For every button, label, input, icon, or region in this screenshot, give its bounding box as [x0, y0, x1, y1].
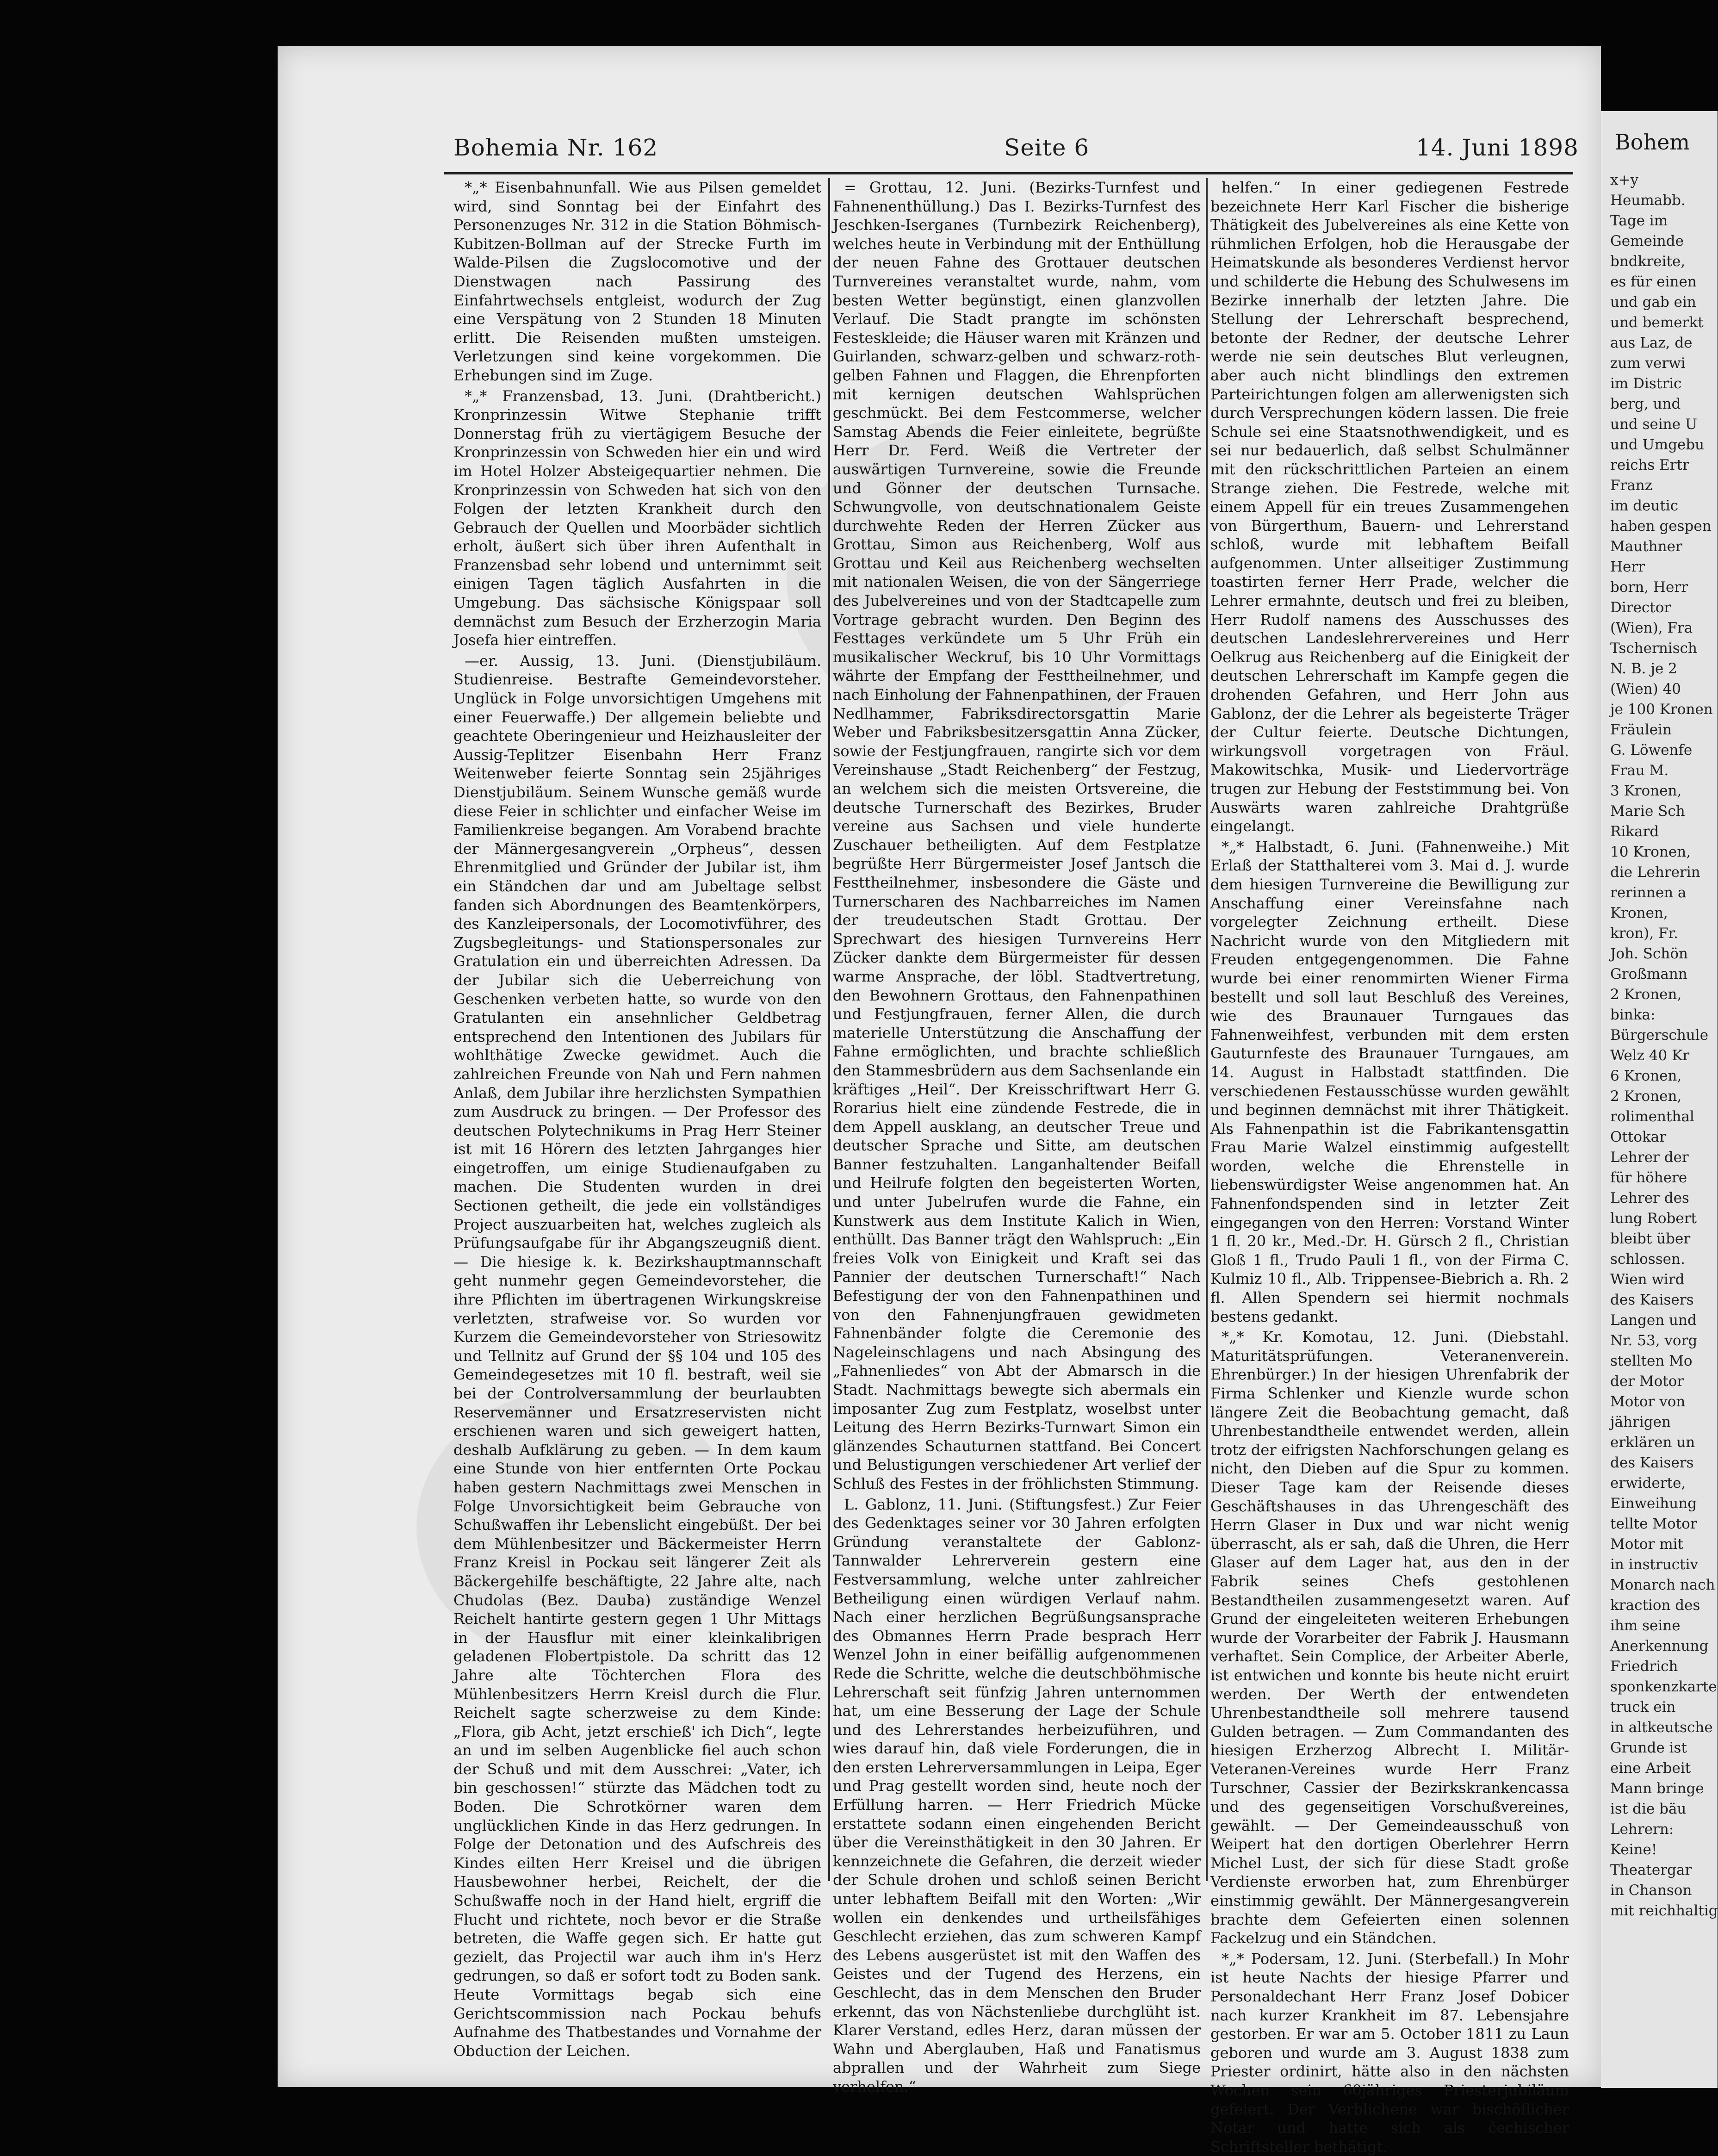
header-rule: [444, 172, 1573, 174]
adjacent-page-text: born, Herr: [1610, 579, 1688, 596]
adjacent-page-text: rolimenthal: [1610, 1108, 1694, 1125]
article-paragraph: = Grottau, 12. Juni. (Bezirks-Turnfest und Fahnenenthüllung.) Das I. Bezirks-Turnfest des Jeschken-Iserganes (Turnbezirk Reichenberg), welches heute in Verbindung mit der Enthüllung der neuen Fahne des Grottauer deutschen Turnvereines veranstaltet wurde, nahm, vom besten Wetter begünstigt, einen glanzvollen Verlauf. Die Stadt prangte im schönsten Festeskleide; die Häuser waren mit Kränzen und Guirlanden, schwarz-gelben und schwarz-roth-gelben Fahnen und Flaggen, die Ehrenpforten mit kernigen deutschen Wahlsprüchen geschmückt. Bei dem Festcommerse, welcher Samstag Abends die Feier einleitete, begrüßte Herr Dr. Ferd. Weiß die Vertreter der auswärtigen Turnvereine, sowie die Freunde und Gönner der deutschen Turnsache. Schwungvolle, von deutschnationalem Geiste durchwehte Reden der Herren Zücker aus Grottau, Simon aus Reichenberg, Wolf aus Grottau und Keil aus Reichenberg wechselten mit nationalen Weisen, die von der Sängerriege des Jubelvereines und von der Stadtcapelle zum Vortrage gebracht wurden. Den Beginn des Festtages verkündete um 5 Uhr Früh ein musikalischer Weckruf, bis 10 Uhr Vormittags währte der Empfang der Festtheilnehmer, und nach Einholung der Fahnenpathinen, der Frauen Nedlhammer, Fabriksdirectorsgattin Marie Weber und Fabriksbesitzersgattin Anna Zücker, sowie der Festjungfrauen, rangirte sich vor dem Vereinshause „Stadt Reichenberg“ der Festzug, an welchem sich die meisten Ortsvereine, die deutsche Turnerschaft des Bezirkes, Bruder vereine aus Sachsen und viele hunderte Zuschauer betheiligten. Auf dem Festplatze begrüßte Herr Bürgermeister Josef Jantsch die Festtheilnehmer, insbesondere die Gäste und Turnerscharen des Nachbarreiches im Namen der treudeutschen Stadt Grottau. Der Sprechwart des hiesigen Turnvereins Herr Zücker dankte dem Bürgermeister für dessen warme Ansprache, der löbl. Stadtvertretung, den Bewohnern Grottaus, den Fahnenpathinen und Festjungfrauen, ferner Allen, die durch materielle Unterstützung die Anschaffung der Fahne ermöglichten, und brachte schließlich den Stammesbrüdern aus dem Sachsenlande ein kräftiges „Heil“. Der Kreisschriftwart Herr G. Rorarius hielt eine zündende Festrede, die in dem Appell ausklang, an deutscher Treue und deutscher Sprache und Sitte, am deutschen Banner festzuhalten. Langanhaltender Beifall und Heilrufe folgten den begeisterten Worten, und unter Jubelrufen wurde die Fahne, ein Kunstwerk aus dem Institute Kalich in Wien, enthüllt. Das Banner trägt den Wahlspruch: „Ein freies Volk von Einigkeit und Kraft sei das Pannier der deutschen Turnerschaft!“ Nach Befestigung der von den Fahnenpathinen und von den Fahnenjungfrauen gewidmeten Fahnenbänder folgte die Ceremonie des Nageleinschlagens und nach Absingung des „Fahnenliedes“ von Abt der Abmarsch in die Stadt. Nachmittags bewegte sich abermals ein imposanter Zug zum Festplatz, woselbst unter Leitung des Herrn Bezirks-Turnwart Simon ein glänzendes Schauturnen stattfand. Bei Concert und Belustigungen verschiedener Art verlief der Schluß des Festes in der fröhlichsten Stimmung.: [833, 179, 1201, 1492]
adjacent-page-text: des Kaisers: [1610, 1454, 1694, 1471]
adjacent-page-text: 6 Kronen,: [1610, 1068, 1682, 1084]
adjacent-page-text: Bürgerschule: [1610, 1027, 1709, 1044]
adjacent-page-text: (Wien), Fra: [1610, 620, 1693, 636]
adjacent-page-text: Tage im: [1610, 212, 1668, 229]
column-3: [1210, 178, 1569, 2156]
adjacent-page-text: Rikard: [1610, 823, 1659, 840]
adjacent-page-text: stellten Mo: [1610, 1353, 1693, 1369]
adjacent-page-text: für höhere: [1610, 1169, 1687, 1186]
adjacent-page-text: (Wien) 40: [1610, 681, 1681, 697]
adjacent-page-text: Theatergar: [1610, 1862, 1692, 1878]
adjacent-page-text: Friedrich: [1610, 1658, 1678, 1675]
article-paragraph: —er. Aussig, 13. Juni. (Dienstjubiläum. Studienreise. Bestrafte Gemeindevorsteher. Unglück in Folge unvorsichtigen Umgehens mit einer Feuerwaffe.) Der allgemein beliebte und geachtete Oberingenieur und Heizhausleiter der Aussig-Teplitzer Eisenbahn Herr Franz Weitenweber feierte Sonntag sein 25jähriges Dienstjubiläum. Seinem Wunsche gemäß wurde diese Feier in schlichter und einfacher Weise im Familienkreise begangen. Am Vorabend brachte der Männergesangverein „Orpheus“, dessen Ehrenmitglied und Gründer der Jubilar ist, ihm ein Ständchen dar und am Jubeltage selbst fanden sich Abordnungen des Beamtenkörpers, des Kanzleipersonals, der Locomotivführer, des Zugsbegleitungs- und Stationspersonales zur Gratulation ein und überreichten Adressen. Da der Jubilar sich die Ueberreichung von Geschenken verbeten hatte, so wurde von den Gratulanten ein ansehnlicher Geldbetrag entsprechend den Intentionen des Jubilars für wohlthätige Zwecke gewidmet. Auch die zahlreichen Freunde von Nah und Fern nahmen Anlaß, dem Jubilar ihre herzlichsten Sympathien zum Ausdruck zu bringen. — Der Professor des deutschen Polytechnikums in Prag Herr Steiner ist mit 16 Hörern des letzten Jahrganges hier eingetroffen, um einige Studienaufgaben zu machen. Die Studenten wurden in drei Sectionen getheilt, die jede ein vollständiges Project auszuarbeiten hat, welches zugleich als Prüfungsaufgabe für ihr Abgangszeugniß dient. — Die hiesige k. k. Bezirkshauptmannschaft geht nunmehr gegen Gemeindevorsteher, die ihre Pflichten im übertragenen Wirkungskreise verletzten, strafweise vor. So wurden vor Kurzem die Gemeindevorsteher von Striesowitz und Tellnitz auf Grund der §§ 104 und 105 des Gemeindegesetzes mit 10 fl. bestraft, weil sie bei der Controlversammlung der beurlaubten Reservemänner und Ersatzreservisten nicht erschienen waren und sich geweigert hatten, deshalb Aufklärung zu geben. — In dem kaum eine Stunde von hier entfernten Orte Pockau haben gestern Nachmittags zwei Menschen in Folge Unvorsichtigkeit beim Gebrauche von Schußwaffen ihr Lebenslicht eingebüßt. Der bei dem Mühlenbesitzer und Bäckermeister Herrn Franz Kreisl in Pockau seit längerer Zeit als Bäckergehilfe beschäftigte, 22 Jahre alte, nach Chudolas (Bez. Dauba) zuständige Wenzel Reichelt hantirte gestern gegen 1 Uhr Mittags in der Hausflur mit einer kleinkalibrigen geladenen Flobertpistole. Da schritt das 12 Jahre alte Töchterchen Flora des Mühlenbesitzers Herrn Kreisl durch die Flur. Reichelt sagte scherzweise zu dem Kinde: „Flora, gib Acht, jetzt erschieß' ich Dich“, legte an und im selben Augenblicke fiel auch schon der Schuß und mit dem Ausschrei: „Vater, ich bin geschossen!“ stürzte das Mädchen todt zu Boden. Die Schrotkörner waren dem unglücklichen Kinde in das Herz gedrungen. In Folge der Detonation und des Aufschreis des Kindes eilten Herr Kreisel und die übrigen Hausbewohner herbei, Reichelt, der die Schußwaffe noch in der Hand hielt, ergriff die Flucht und richtete, noch bevor er die Straße betreten, die Waffe gegen sich. Er hatte gut gezielt, das Projectil war auch ihm in's Herz gedrungen, so daß er sofort todt zu Boden sank. Heute Vormittags begab sich eine Gerichtscommission nach Pockau behufs Aufnahme des Thatbestandes und Vornahme der Obduction der Leichen.: [453, 652, 821, 2060]
article-paragraph: *„* Eisenbahnunfall. Wie aus Pilsen gemeldet wird, sind Sonntag bei der Einfahrt des Personenzuges Nr. 312 in die Station Böhmisch-Kubitzen-Bollman auf der Strecke Furth im Walde-Pilsen die Zugslocomotive und der Dienstwagen nach Passirung des Einfahrtwechsels entgleist, wodurch der Zug eine Verspätung von 2 Stunden 18 Minuten erlitt. Die Reisenden mußten umsteigen. Verletzungen sind keine vorgekommen. Die Erhebungen sind im Zuge.: [453, 179, 821, 384]
page-header: [453, 134, 1579, 167]
adjacent-page-text: Wien wird: [1610, 1271, 1685, 1288]
adjacent-page-text: Heumabb.: [1610, 192, 1686, 209]
column-2: [833, 178, 1201, 2095]
adjacent-page-text: binka:: [1610, 1007, 1656, 1023]
adjacent-page-text: N. B. je 2: [1610, 660, 1677, 677]
adjacent-page-text: Motor mit: [1610, 1536, 1683, 1553]
adjacent-page-text: zum verwi: [1610, 355, 1686, 372]
adjacent-page-text: Grunde ist: [1610, 1740, 1687, 1756]
column-divider: [828, 178, 830, 1881]
column-divider: [1206, 178, 1208, 1881]
adjacent-page-text: des Kaisers: [1610, 1292, 1694, 1308]
adjacent-page-text: Marie Sch: [1610, 803, 1685, 820]
adjacent-page-text: Welz 40 Kr: [1610, 1047, 1690, 1064]
adjacent-page-text: Herr: [1610, 559, 1645, 575]
adjacent-page-text: Lehrer des: [1610, 1190, 1689, 1206]
adjacent-page-text: in Chanson: [1610, 1882, 1692, 1899]
adjacent-page-text: Frau M.: [1610, 762, 1669, 779]
adjacent-page-text: Motor von: [1610, 1393, 1686, 1410]
adjacent-page-text: Monarch nach: [1610, 1577, 1715, 1593]
adjacent-page-text: ihm seine: [1610, 1617, 1681, 1634]
adjacent-page-text: berg, und: [1610, 396, 1681, 412]
adjacent-page-text: und seine U: [1610, 416, 1698, 433]
adjacent-page-text: Mauthner: [1610, 538, 1682, 555]
adjacent-page-text: Lehrer der: [1610, 1149, 1689, 1166]
adjacent-page-text: je 100 Kronen: [1610, 701, 1713, 718]
adjacent-page-text: es für einen: [1610, 273, 1697, 290]
article-paragraph: *„* Podersam, 12. Juni. (Sterbefall.) In Mohr ist heute Nachts der hiesige Pfarrer und Personaldechant Herr Franz Josef Dobicer nach kurzer Krankheit im 87. Lebensjahre gestorben. Er war am 5. October 1811 zu Laun geboren und wurde am 3. August 1838 zum Priester ordinirt, hätte also in den nächsten Wochen sein 60jähriges Priesterjubiläum gefeiert. Der Verblichene war bischöflicher Notar und hatte sich als čechischer Schriftsteller bethätigt.: [1210, 1950, 1569, 2156]
article-paragraph: L. Gablonz, 11. Juni. (Stiftungsfest.) Zur Feier des Gedenktages seiner vor 30 Jahren erfolgten Gründung veranstaltete der Gablonz-Tannwalder Lehrerverein gestern eine Festversammlung, welche unter zahlreicher Betheiligung einen würdigen Verlauf nahm. Nach einer herzlichen Begrüßungsansprache des Obmannes Herrn Prade besprach Herr Wenzel John in einer beifällig aufgenommenen Rede die Schritte, welche die deutschböhmische Lehrerschaft seit fünfzig Jahren unternommen hat, um eine Besserung der Lage der Schule und des Lehrerstandes herbeizuführen, und wies darauf hin, daß viele Forderungen, die in den ersten Lehrerversammlungen in Leipa, Eger und Prag gestellt worden sind, heute noch der Erfüllung harren. — Herr Friedrich Mücke erstattete sodann einen eingehenden Bericht über die Vereinsthätigkeit in den 30 Jahren. Er kennzeichnete die Gefahren, die derzeit wieder der Schule drohen und schloß seinen Bericht unter lebhaftem Beifall mit den Worten: „Wir wollen ein denkendes und urtheilsfähiges Geschlecht erziehen, das zum schweren Kampf des Lebens ausgerüstet ist mit den Waffen des Geistes und der Tugend des Herzens, ein Geschlecht, das in dem Menschen den Bruder erkennt, das von Nächstenliebe durchglüht ist. Klarer Verstand, edles Herz, daran müssen der Wahn und Aberglauben, Haß und Fanatismus abprallen und der Wahrheit zum Siege verhelfen.“: [833, 1495, 1201, 2095]
masthead-issue: Bohemia Nr. 162: [453, 134, 658, 161]
adjacent-page-text: in altkeutsche: [1610, 1719, 1713, 1736]
adjacent-page-text: ist die bäu: [1610, 1801, 1687, 1817]
article-paragraph: *„* Franzensbad, 13. Juni. (Drahtbericht.) Kronprinzessin Witwe Stephanie trifft Donnerstag früh zu viertägigem Besuche der Kronprinzessin von Schweden hier ein und wird im Hotel Holzer Absteigequartier nehmen. Die Kronprinzessin von Schweden hat sich von den Folgen der letzten Krankheit durch den Gebrauch der Quellen und Moorbäder sichtlich erholt, äußert sich über ihren Aufenthalt in Franzensbad sehr lobend und unternimmt seit einigen Tagen täglich Ausfahrten in die Umgebung. Das sächsische Königspaar soll demnächst zum Besuch der Erzherzogin Maria Josefa hier eintreffen.: [453, 387, 821, 649]
article-paragraph: helfen.“ In einer gediegenen Festrede bezeichnete Herr Karl Fischer die bisherige Thätigkeit des Jubelvereines als eine Kette von rühmlichen Erfolgen, hob die Herausgabe der Heimatskunde als besonderes Verdienst hervor und schilderte die Hebung des Schulwesens im Bezirke innerhalb der letzten Jahre. Die Stellung der Lehrerschaft besprechend, betonte der Redner, der deutsche Lehrer werde nie sein deutsches Blut verleugnen, aber auch nicht blindlings den extremen Parteirichtungen folgen am allerwenigsten sich durch Versprechungen ködern lassen. Die freie Schule sei eine Staatsnothwendigkeit, und es sei nur bedauerlich, daß selbst Schulmänner mit den rückschrittlichen Parteien an einem Strange ziehen. Die Festrede, welche mit einem Appell für ein treues Zusammengehen von Bürgerthum, Bauern- und Lehrerstand schloß, wurde mit lebhaftem Beifall aufgenommen. Unter allseitiger Zustimmung toastirten ferner Herr Prade, welcher die Lehrer ermahnte, deutsch und frei zu bleiben, Herr Rudolf namens des Ausschusses des deutschen Landeslehrervereines und Herr Oelkrug aus Reichenberg auf die Einigkeit der deutschen Lehrerschaft im Kampfe gegen die drohenden Gefahren, und Herr John aus Gablonz, der die Lehrer als begeisterte Träger der Cultur feierte. Deutsche Dichtungen, wirkungsvoll vorgetragen von Fräul. Makowitschka, Musik- und Liedervorträge trugen zur Hebung der Feststimmung bei. Von Auswärts waren zahlreiche Drahtgrüße eingelangt.: [1210, 179, 1569, 835]
adjacent-page-text: schlossen.: [1610, 1251, 1685, 1268]
adjacent-page-text: aus Laz, de: [1610, 335, 1693, 351]
adjacent-page-text: G. Löwenfe: [1610, 742, 1693, 758]
adjacent-page-text: Keine!: [1610, 1841, 1657, 1858]
adjacent-page-text: Tschernisch: [1610, 640, 1697, 657]
page-number: Seite 6: [1004, 134, 1090, 161]
adjacent-page-text: Nr. 53, vorg: [1610, 1332, 1698, 1349]
adjacent-page-text: mit reichhaltig: [1610, 1902, 1718, 1919]
adjacent-page-text: Einweihung: [1610, 1495, 1697, 1512]
adjacent-page-text: und bemerkt: [1610, 314, 1704, 331]
adjacent-page-text: 10 Kronen,: [1610, 844, 1691, 860]
adjacent-page-text: x+y: [1610, 172, 1638, 188]
adjacent-page-text: Director: [1610, 599, 1671, 616]
adjacent-page-text: Lehrern:: [1610, 1821, 1674, 1838]
column-1: [453, 178, 821, 2060]
adjacent-page-text: bndkreite,: [1610, 253, 1686, 270]
adjacent-page-text: Gemeinde: [1610, 233, 1684, 249]
adjacent-page-text: 2 Kronen,: [1610, 1088, 1682, 1105]
adjacent-page-text: der Motor: [1610, 1373, 1684, 1390]
article-paragraph: *„* Halbstadt, 6. Juni. (Fahnenweihe.) Mit Erlaß der Statthalterei vom 3. Mai d. J. wurde dem hiesigen Turnvereine die Bewilligung zur Anschaffung einer Vereinsfahne nach vorgelegter Zeichnung ertheilt. Diese Nachricht wurde von den Mitgliedern mit Freuden entgegengenommen. Die Fahne wurde bei einer renommirten Wiener Firma bestellt und soll laut Beschluß des Vereines, wie des Braunauer Turngaues das Fahnenweihfest, verbunden mit dem ersten Gauturnfeste des Braunauer Turngaues, am 14. August in Halbstadt stattfinden. Die verschiedenen Festausschüsse wurden gewählt und beginnen demnächst mit ihrer Thätigkeit. Als Fahnenpathin ist die Fabrikantensgattin Frau Marie Walzel einstimmig aufgestellt worden, welche die Ehrenstelle in liebenswürdigster Weise angenommen hat. An Fahnenfondspenden sind in letzter Zeit eingegangen von den Herren: Vorstand Winter 1 fl. 20 kr., Med.-Dr. H. Gürsch 2 fl., Christian Gloß 1 fl., Trudo Pauli 1 fl., von der Firma C. Kulmiz 10 fl., Alb. Trippensee-Biebrich a. Rh. 2 fl. Allen Spendern sei hiermit nochmals bestens gedankt.: [1210, 838, 1569, 1325]
adjacent-page-text: und gab ein: [1610, 294, 1696, 311]
adjacent-page-text: truck ein: [1610, 1699, 1676, 1715]
adjacent-page-fragment: [1601, 111, 1718, 2088]
adjacent-page-text: reichs Ertr: [1610, 457, 1689, 473]
adjacent-page-text: 3 Kronen,: [1610, 783, 1682, 799]
adjacent-page-text: rerinnen a: [1610, 884, 1687, 901]
adjacent-page-text: in instructiv: [1610, 1556, 1699, 1573]
adjacent-page-text: lung Robert: [1610, 1210, 1697, 1227]
adjacent-page-text: haben gespen: [1610, 518, 1712, 534]
adjacent-page-text: Ottokar: [1610, 1129, 1667, 1145]
adjacent-page-text: jährigen: [1610, 1414, 1671, 1430]
issue-date: 14. Juni 1898: [1416, 134, 1579, 161]
adjacent-page-text: kraction des: [1610, 1597, 1700, 1614]
adjacent-page-text: Kronen,: [1610, 905, 1668, 921]
adjacent-page-text: die Lehrerin: [1610, 864, 1700, 881]
adjacent-page-text: erwiderte,: [1610, 1475, 1686, 1491]
adjacent-page-text: Fräulein: [1610, 721, 1672, 738]
adjacent-page-text: bleibt über: [1610, 1230, 1691, 1247]
adjacent-page-text: im deutic: [1610, 497, 1679, 514]
adjacent-page-text: Mann bringe: [1610, 1780, 1704, 1797]
adjacent-page-text: Langen und: [1610, 1312, 1697, 1329]
adjacent-page-text: kron), Fr.: [1610, 925, 1678, 942]
adjacent-page-text: tellte Motor: [1610, 1516, 1697, 1532]
adjacent-page-text: 2 Kronen,: [1610, 986, 1682, 1003]
adjacent-page-header: Bohem: [1615, 130, 1690, 155]
article-paragraph: *„* Kr. Komotau, 12. Juni. (Diebstahl. Maturitätsprüfungen. Veteranenverein. Ehrenbürger.) In der hiesigen Uhrenfabrik der Firma Schlenker und Kienzle wurde schon längere Zeit die Beobachtung gemacht, daß Uhrenbestandtheile entwendet werden, allein trotz der eifrigsten Nachforschungen gelang es nicht, den Dieben auf die Spur zu kommen. Dieser Tage kam der Reisende dieses Geschäftshauses in das Uhrengeschäft des Herrn Glaser in Dux und war nicht wenig überrascht, als er sah, daß die Uhren, die Herr Glaser auf dem Lager hat, aus den in der Fabrik seines Chefs gestohlenen Bestandtheilen zusammengesetzt waren. Auf Grund der eingeleiteten weiteren Erhebungen wurde der Vorarbeiter der Fabrik J. Hausmann verhaftet. Sein Complice, der Arbeiter Aberle, ist entwichen und konnte bis heute nicht eruirt werden. Der Werth der entwendeten Uhrenbestandtheile soll mehrere tausend Gulden betragen. — Zum Commandanten des hiesigen Erzherzog Albrecht I. Militär-Veteranen-Vereines wurde Herr Franz Turschner, Cassier der Bezirkskrankencassa und des gegenseitigen Vorschußvereines, gewählt. — Der Gemeindeausschuß von Weipert hat den dortigen Oberlehrer Herrn Michel Lust, der sich für diese Stadt große Verdienste erworben hat, zum Ehrenbürger einstimmig gewählt. Der Männergesangverein brachte dem Gefeierten einen solennen Fackelzug und ein Ständchen.: [1210, 1328, 1569, 1947]
adjacent-page-text: Großmann: [1610, 966, 1687, 982]
adjacent-page-text: im Distric: [1610, 375, 1682, 392]
adjacent-page-text: Anerkennung: [1610, 1638, 1709, 1654]
adjacent-page-text: Joh. Schön: [1610, 945, 1688, 962]
adjacent-page-text: Franz: [1610, 477, 1653, 494]
adjacent-page-text: erklären un: [1610, 1434, 1695, 1451]
adjacent-page-text: und Umgebu: [1610, 436, 1705, 453]
adjacent-page-text: eine Arbeit: [1610, 1760, 1691, 1777]
adjacent-page-text: sponkenzkarte: [1610, 1678, 1717, 1695]
